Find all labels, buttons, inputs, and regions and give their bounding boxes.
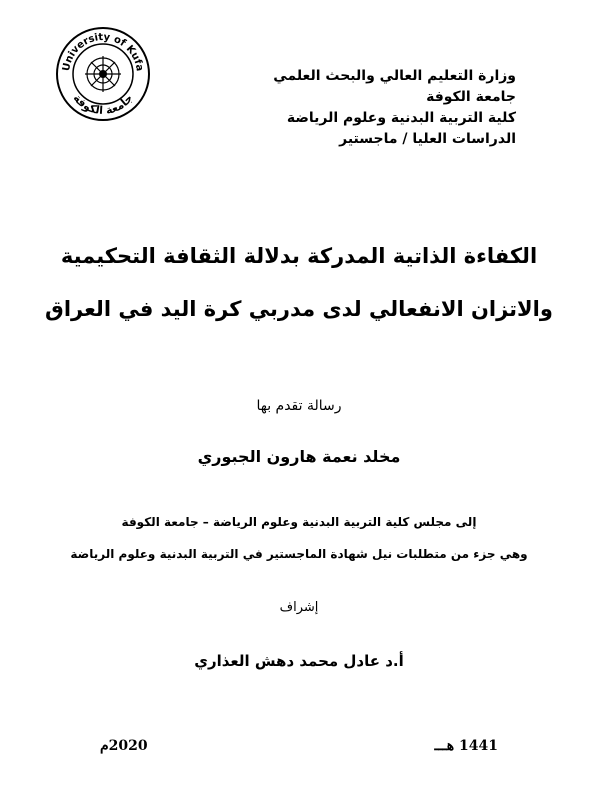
college-name: كلية التربية البدنية وعلوم الرياضة [286, 110, 516, 126]
supervisor-name: أ.د عادل محمد دهش العذاري [194, 652, 404, 670]
university-name: جامعة الكوفة [426, 89, 516, 105]
hijri-year: 1441 هـــ [434, 738, 498, 754]
thesis-title-line-2: والاتزان الانفعالي لدى مدربي كرة اليد في العراق [45, 297, 553, 321]
author-name: مخلد نعمة هارون الجبوري [197, 447, 401, 466]
university-seal-logo [55, 26, 151, 122]
gregorian-year: 2020م [100, 738, 148, 754]
studies-level: الدراسات العليا / ماجستير [339, 131, 516, 147]
supervision-label: إشراف [279, 600, 319, 615]
institution-header [216, 66, 516, 150]
thesis-title-line-1: الكفاءة الذاتية المدركة بدلالة الثقافة التحكيمية [60, 244, 538, 268]
presented-by-label: رسالة تقدم بها [256, 398, 342, 414]
council-statement: إلى مجلس كلية التربية البدنية وعلوم الرياضة – جامعة الكوفة [121, 515, 477, 529]
seal-top-text: University of Kufa [60, 31, 145, 73]
degree-statement: وهي جزء من متطلبات نيل شهادة الماجستير في التربية البدنية وعلوم الرياضة [70, 547, 528, 561]
seal-bottom-text: جامعة الكوفة [70, 91, 136, 118]
ministry-name: وزارة التعليم العالي والبحث العلمي [273, 68, 516, 84]
